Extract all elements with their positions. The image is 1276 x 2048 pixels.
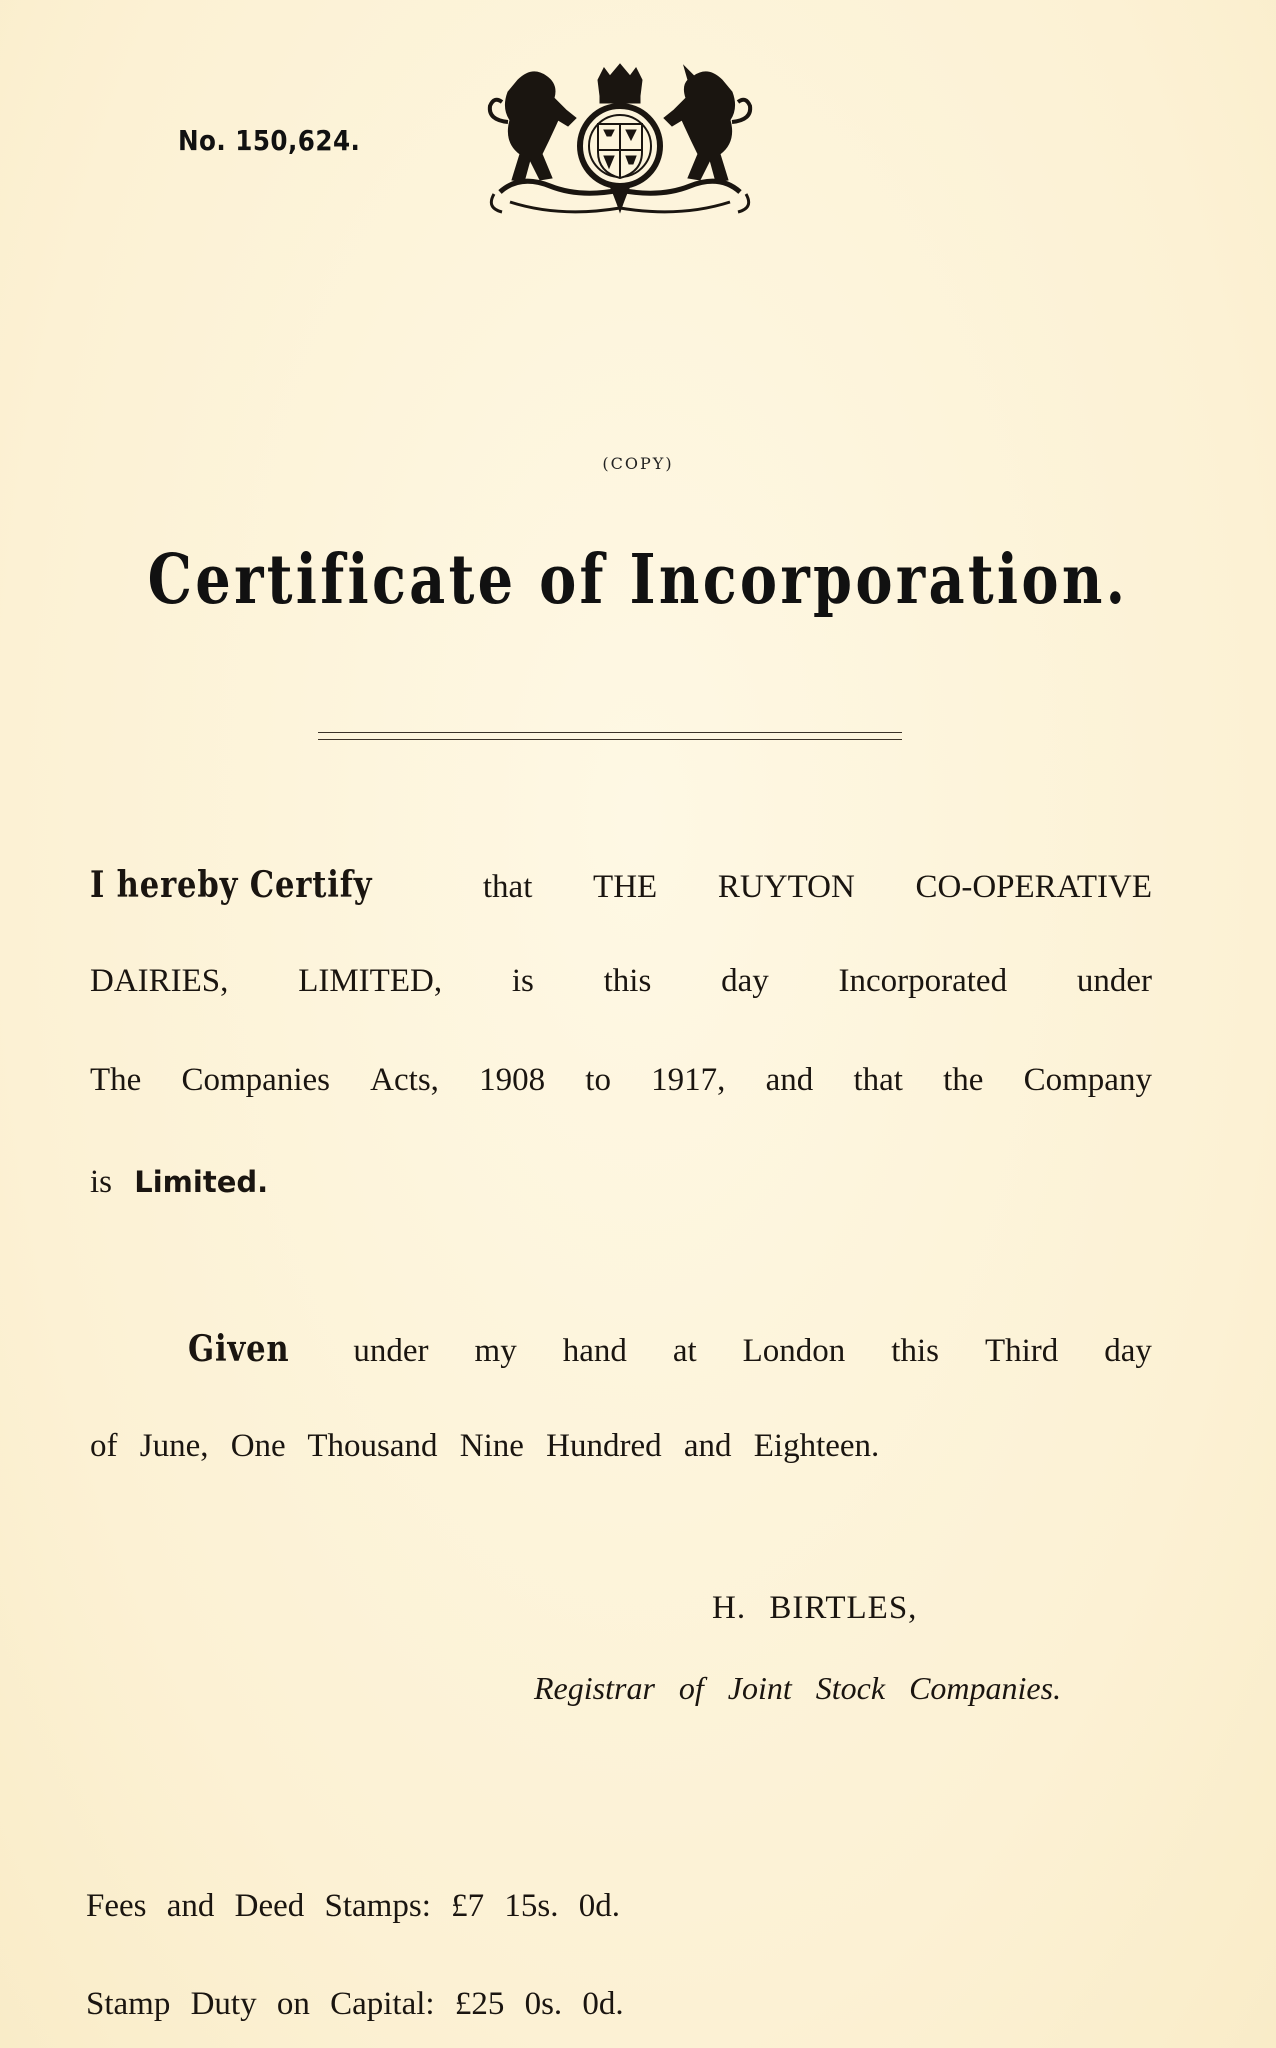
title-divider-top [318, 732, 902, 733]
body-word: 1917, [651, 1062, 726, 1098]
fee-label: Stamp Duty on Capital: [86, 1986, 435, 2022]
body-word: to [585, 1062, 611, 1098]
given-line-1 [188, 1328, 1152, 1370]
certificate-number: No. 150,624. [178, 124, 361, 157]
body-word: Third [984, 1333, 1059, 1369]
body-word: Acts, [370, 1062, 439, 1098]
body-word: DAIRIES, [90, 963, 229, 999]
body-word: under [1076, 963, 1152, 999]
title-divider-bottom [318, 739, 902, 740]
body-word: London [742, 1333, 846, 1369]
certificate-title: Certificate of Incorporation. [147, 540, 1129, 620]
body-word: and [765, 1062, 814, 1098]
certify-line-4 [90, 1164, 1152, 1201]
royal-coat-of-arms-icon [480, 62, 760, 228]
body-word: this [891, 1333, 939, 1369]
registrar-title: Registrar of Joint Stock Companies. [534, 1670, 1062, 1706]
body-word: CO-OPERATIVE [915, 869, 1152, 905]
body-word: at [672, 1333, 697, 1369]
body-word: day [721, 963, 769, 999]
body-word: that [482, 869, 533, 905]
given-line-2: of June, One Thousand Nine Hundred and Eighteen. [90, 1428, 880, 1464]
body-word: under [353, 1333, 429, 1369]
body-word: day [1104, 1333, 1152, 1369]
body-word: my [474, 1333, 517, 1369]
body-word: is [511, 963, 534, 999]
body-word: this [603, 963, 652, 999]
copy-label: (COPY) [602, 454, 674, 473]
body-word: The [90, 1062, 142, 1098]
certify-line-3 [90, 1062, 1152, 1099]
stamp-duty-capital [86, 1986, 624, 2023]
body-word: Company [1023, 1062, 1152, 1098]
fee-label: Fees and Deed Stamps: [86, 1888, 431, 1924]
body-word: Incorporated [838, 963, 1008, 999]
certify-line-1 [90, 864, 1152, 906]
body-word: RUYTON [717, 869, 855, 905]
body-word: THE [593, 869, 658, 905]
fee-amount: £7 15s. 0d. [451, 1888, 620, 1924]
fees-deed-stamps [86, 1888, 620, 1925]
body-word: hand [562, 1333, 627, 1369]
certify-lead: I hereby Certify [90, 864, 373, 906]
body-word: 1908 [479, 1062, 546, 1098]
body-word: LIMITED, [298, 963, 443, 999]
fee-amount: £25 0s. 0d. [454, 1986, 624, 2022]
registrar-name: H. BIRTLES, [712, 1590, 918, 1626]
body-word: the [943, 1062, 984, 1098]
given-lead: Given [188, 1328, 290, 1370]
limited-emphasis: Limited. [134, 1165, 269, 1199]
body-word: that [853, 1062, 903, 1098]
body-word: Companies [181, 1062, 330, 1098]
body-word: is [90, 1164, 113, 1200]
certify-line-2 [90, 963, 1152, 1000]
